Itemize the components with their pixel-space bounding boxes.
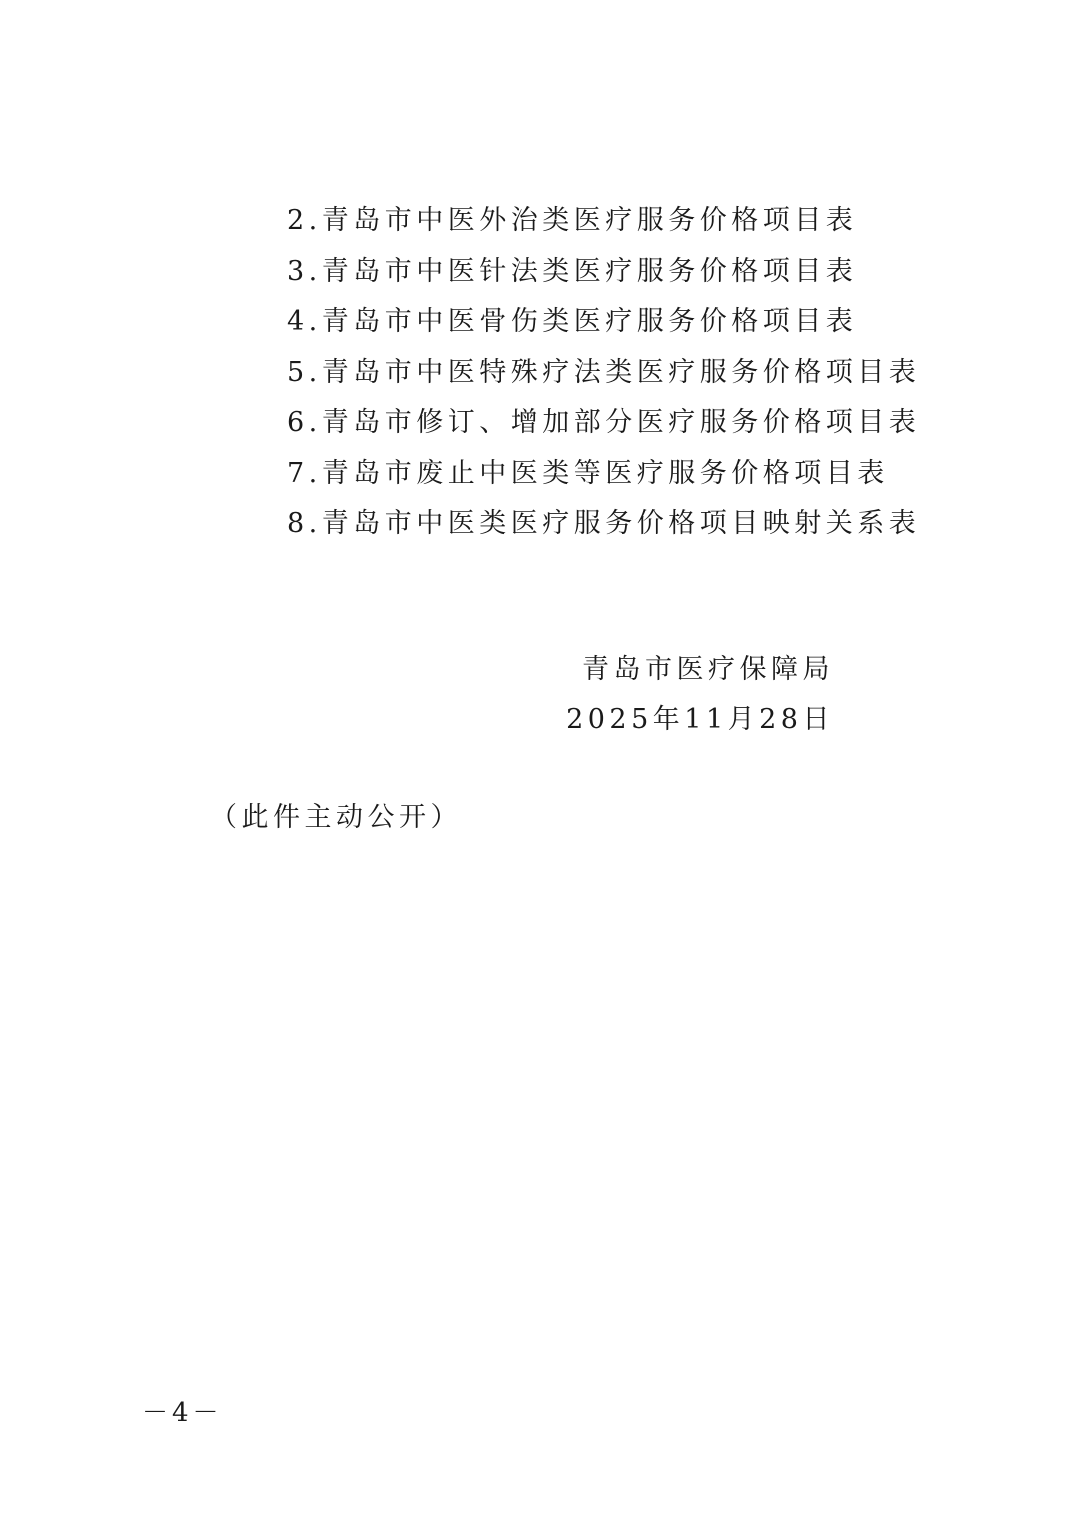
attachment-item: 2.青岛市中医外治类医疗服务价格项目表: [287, 205, 858, 236]
attachment-item: 3.青岛市中医针法类医疗服务价格项目表: [287, 255, 858, 287]
attachment-item: 5.青岛市中医特殊疗法类医疗服务价格项目表: [287, 356, 921, 388]
signature-block: [566, 645, 834, 745]
issuer-name: 青岛市医疗保障局: [582, 654, 834, 685]
attachment-item: 4.青岛市中医骨伤类医疗服务价格项目表: [287, 306, 858, 337]
attachment-list: [287, 196, 920, 550]
publicity-note: （此件主动公开）: [210, 802, 462, 833]
attachment-item: 6.青岛市修订、增加部分医疗服务价格项目表: [287, 407, 921, 438]
page-number: －4－: [142, 1398, 223, 1428]
attachment-item: 7.青岛市废止中医类等医疗服务价格项目表: [287, 457, 889, 489]
attachment-item: 8.青岛市中医类医疗服务价格项目映射关系表: [287, 508, 921, 539]
issue-date: 2025年11月28日: [566, 704, 834, 735]
